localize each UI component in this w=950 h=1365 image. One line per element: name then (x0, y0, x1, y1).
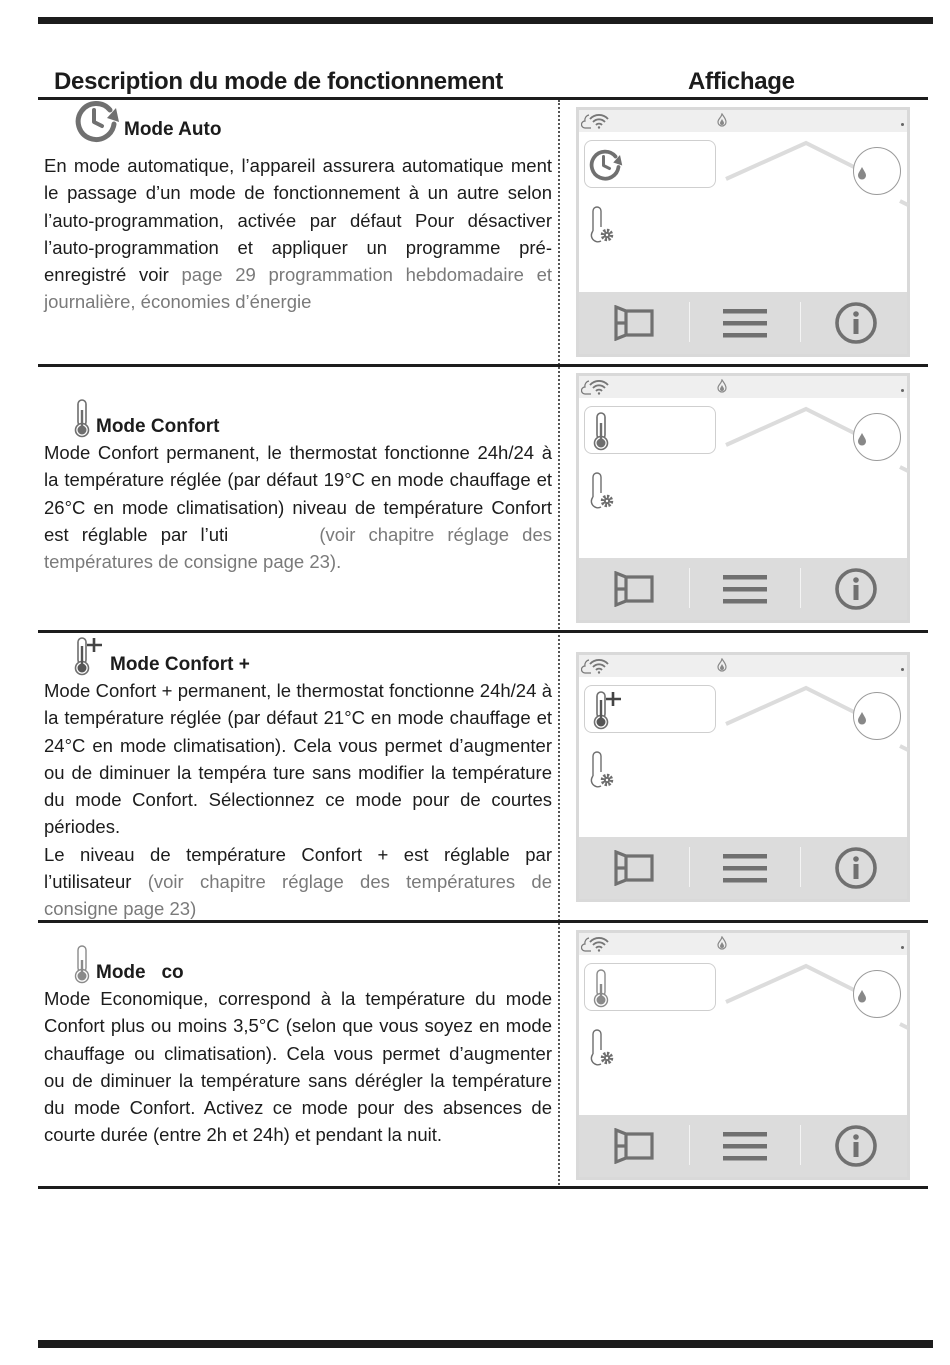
info-button[interactable] (801, 558, 911, 620)
status-dot (901, 123, 904, 126)
wifi-cloud-icon (581, 935, 615, 953)
menu-icon (723, 573, 767, 605)
bottom-rule (38, 1340, 933, 1348)
bottom-toolbar (579, 558, 907, 620)
row-divider (38, 1186, 928, 1189)
mode-title (44, 634, 552, 676)
page-reference: (voir chapitre réglage des températures de consigne page 23) (44, 871, 552, 920)
info-button[interactable] (801, 292, 911, 354)
info-icon (834, 1124, 878, 1168)
thermometer-settings-icon[interactable] (587, 1028, 617, 1068)
column-header-display: Affichage (688, 68, 795, 95)
humidity-drop-icon (857, 432, 867, 446)
menu-button[interactable] (690, 1115, 800, 1177)
info-icon (834, 846, 878, 890)
row-divider (38, 630, 928, 633)
thermostat-screen-confort-plus (576, 652, 910, 902)
column-divider (558, 100, 560, 1188)
page-reference: (voir chapitre réglage des températures de consigne page 23). (44, 523, 553, 573)
mode-title-text: Mode Confort (96, 416, 220, 437)
current-mode-button[interactable] (584, 963, 716, 1011)
status-bar (579, 933, 907, 955)
row-divider (38, 364, 928, 367)
humidity-dial[interactable] (853, 147, 901, 195)
mode-section-confort (44, 396, 552, 575)
auto-clock-icon (72, 96, 120, 144)
thermometer-icon (591, 411, 611, 451)
bottom-toolbar (579, 837, 907, 899)
thermometer-settings-icon[interactable] (587, 750, 617, 790)
flame-icon (717, 936, 727, 950)
menu-icon (723, 307, 767, 339)
mode-title (44, 102, 552, 144)
header-divider (38, 97, 928, 100)
window-open-icon (614, 1128, 654, 1164)
window-button[interactable] (579, 1115, 689, 1177)
humidity-dial[interactable] (853, 692, 901, 740)
window-button[interactable] (579, 292, 689, 354)
mode-title (44, 396, 552, 438)
window-open-icon (614, 850, 654, 886)
mode-description: Mode Confort + permanent, le thermostat fonctionne 24h/24 à la température réglée (par défaut 21°C en mode chauffage et 24°C en mode climatisation). Cela vous permet d’augmenter ou de diminuer la tempéra ture sans modifier la température du mode Confort. Sélectionnez ce mode pour de courtes périodes. Le niveau de température Confort + est réglable par l’utilisateur (voir chapitre réglage des températures de consigne page 23) (44, 680, 552, 920)
menu-icon (723, 1130, 767, 1162)
mode-section-confort-plus (44, 634, 552, 923)
thermometer-eco-icon (72, 944, 92, 984)
bottom-toolbar (579, 292, 907, 354)
info-icon (834, 301, 878, 345)
current-mode-button[interactable] (584, 140, 716, 188)
window-open-icon (614, 571, 654, 607)
humidity-drop-icon (857, 711, 867, 725)
status-bar (579, 110, 907, 132)
current-mode-button[interactable] (584, 685, 716, 733)
column-header-description: Description du mode de fonctionnement (54, 68, 503, 95)
humidity-dial[interactable] (853, 413, 901, 461)
thermostat-screen-confort (576, 373, 910, 623)
top-rule (38, 17, 933, 24)
wifi-cloud-icon (581, 657, 615, 675)
wifi-cloud-icon (581, 112, 615, 130)
current-mode-button[interactable] (584, 406, 716, 454)
page-reference: page 29 programmation hebdomadaire et journalière, économies d’énergie (44, 264, 552, 313)
humidity-drop-icon (857, 166, 867, 180)
info-icon (834, 567, 878, 611)
flame-icon (717, 658, 727, 672)
thermometer-eco-icon (591, 968, 611, 1008)
mode-section-auto (44, 102, 552, 316)
status-bar (579, 655, 907, 677)
mode-section-eco (44, 942, 552, 1149)
mode-title-text: Mode co (96, 962, 184, 983)
status-dot (901, 946, 904, 949)
mode-title-text: Mode Auto (124, 119, 222, 140)
mode-title-text: Mode Confort + (110, 654, 250, 675)
status-dot (901, 668, 904, 671)
mode-title (44, 942, 552, 984)
bottom-toolbar (579, 1115, 907, 1177)
window-button[interactable] (579, 837, 689, 899)
mode-description: Mode Economique, correspond à la température du mode Confort plus ou moins 3,5°C (selon que vous soyez en mode chauffage ou climatisation). Cela vous permet d’augmenter ou de diminuer la température sans dérégler la température du mode Confort. Activez ce mode pour des absences de courte durée (entre 2h et 24h) et pendant la nuit. (44, 988, 552, 1146)
thermometer-settings-icon[interactable] (587, 205, 617, 245)
menu-button[interactable] (690, 558, 800, 620)
thermometer-icon (72, 398, 92, 438)
auto-clock-icon (587, 146, 623, 182)
flame-icon (717, 379, 727, 393)
wifi-cloud-icon (581, 378, 615, 396)
mode-description: Mode Confort permanent, le thermostat fonctionne 24h/24 à la température réglée (par défaut 19°C en mode chauffage et 26°C en mode climatisation) niveau de température Confort est réglable par l’uti (voir chapitre réglage des températures de consigne page 23). (44, 442, 553, 573)
thermostat-screen-eco (576, 930, 910, 1180)
status-bar (579, 376, 907, 398)
thermometer-plus-icon (72, 636, 106, 676)
menu-icon (723, 852, 767, 884)
info-button[interactable] (801, 837, 911, 899)
thermometer-plus-icon (591, 690, 625, 730)
window-button[interactable] (579, 558, 689, 620)
info-button[interactable] (801, 1115, 911, 1177)
window-open-icon (614, 305, 654, 341)
thermostat-screen-auto (576, 107, 910, 357)
menu-button[interactable] (690, 292, 800, 354)
humidity-drop-icon (857, 989, 867, 1003)
mode-description: En mode automatique, l’appareil assurera automatique ment le passage d’un mode de fonctionnement à un autre selon l’auto-programmation, activée par défaut Pour désactiver l’auto-programmation et appliquer un programme pré-enregistré voir page 29 programmation hebdomadaire et journalière, économies d’énergie (44, 155, 552, 313)
menu-button[interactable] (690, 837, 800, 899)
thermometer-settings-icon[interactable] (587, 471, 617, 511)
humidity-dial[interactable] (853, 970, 901, 1018)
status-dot (901, 389, 904, 392)
flame-icon (717, 113, 727, 127)
